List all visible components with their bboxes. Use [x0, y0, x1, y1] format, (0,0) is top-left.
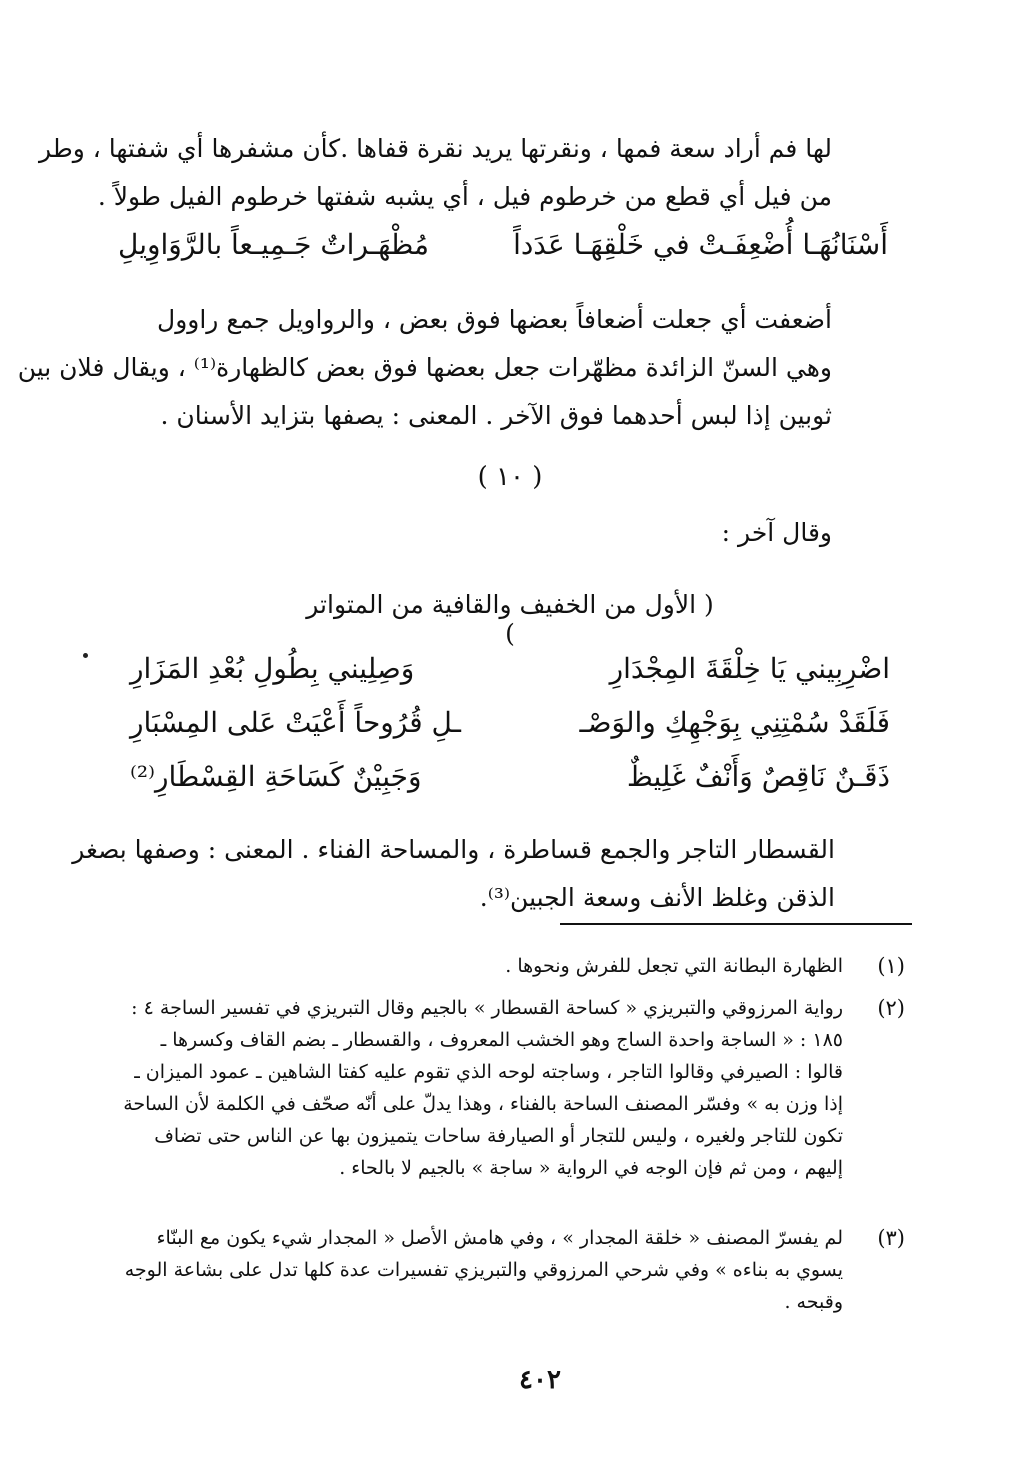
text-line: يسوي به بناءه » وفي شرحي المرزوقي والتبريزي تفسيرات عدة كلها تدل على بشاعة الوجه	[124, 1259, 843, 1281]
footnote	[123, 992, 905, 1192]
stray-mark	[83, 653, 88, 658]
footnote-text	[124, 1222, 843, 1318]
verse-line	[118, 228, 888, 261]
text-line: من فيل أي قطع من خرطوم فيل ، أي يشبه شفتها خرطوم الفيل طولاً .	[97, 182, 832, 211]
footnote	[130, 950, 905, 984]
verse-first-half: ذَقَـنٌ نَاقِصٌ وَأَنْفٌ غَلِيظٌ	[626, 760, 890, 793]
text-line: وهي السنّ الزائدة مظهّرات جعل بعضها فوق بعض كالظهارة⁽¹⁾ ، ويقال فلان بين	[17, 353, 832, 382]
footnote-number: (٢)	[877, 996, 905, 1020]
paragraph-commentary	[17, 296, 832, 440]
text-line: تكون للتاجر ولغيره ، وليس للتجار أو الصيارفة ساحات يتميزون بها عن الناس حتى تضاف	[154, 1125, 843, 1147]
poem-line	[130, 652, 890, 685]
text-line: ١٨٥ : « الساجة واحدة الساج وهو الخشب المعروف ، والقسطار ـ بضم القاف وكسرها ـ	[160, 1029, 843, 1051]
verse-second-half: وَجَبِيْنٌ كَسَاحَةِ القِسْطَارِ⁽²⁾	[130, 760, 422, 793]
footnote-separator	[560, 923, 912, 925]
page-number: ٤٠٢	[519, 1365, 561, 1395]
verse-second-half: مُظْهَـراتٌ جَـمِيـعاً بالرَّوَاوِيلِ	[118, 228, 429, 261]
text-line: القسطار التاجر والجمع قساطرة ، والمساحة الفناء . المعنى : وصفها بصغر	[72, 835, 835, 864]
section-number: ( ١٠ )	[477, 462, 543, 492]
verse-first-half: اضْرِبِيني يَا خِلْقَةَ المِجْدَارِ	[609, 652, 890, 685]
text-line: رواية المرزوقي والتبريزي « كساحة القسطار » بالجيم وقال التبريزي في تفسير الساجة ٤ :	[131, 997, 843, 1019]
text-line: قالوا : الصيرفي وقالوا التاجر ، وساجته لوحه الذي تقوم عليه كفتا الشاهين ـ عمود الميزان ـ	[134, 1061, 843, 1083]
meter-heading: ( الأول من الخفيف والقافية من المتواتر )	[306, 590, 714, 648]
footnote-number: (٣)	[877, 1226, 905, 1250]
text-line: الظهارة البطانة التي تجعل للفرش ونحوها .	[505, 955, 843, 977]
poem-line	[130, 706, 890, 739]
poem-line	[130, 760, 890, 793]
footnote-text	[123, 992, 843, 1184]
text-line: إليهم ، ومن ثم فإن الوجه في الرواية « ساجة » بالجيم لا بالحاء .	[339, 1157, 843, 1179]
verse-first-half: فَلَقَدْ سُمْتِنِي بِوَجْهِكِ والوَصْـ	[579, 706, 890, 739]
text-line: وقبحه .	[784, 1291, 843, 1313]
intro-line: وقال آخر :	[721, 518, 832, 547]
text-line: الذقن وغلظ الأنف وسعة الجبين⁽³⁾.	[479, 883, 835, 912]
verse-first-half: أَسْنَانُهَـا أُضْعِفَـتْ في خَلْقِهَـا عَدَداً	[513, 228, 888, 261]
text-line: لها فم أراد سعة فمها ، ونقرتها يريد نقرة قفاها .كأن مشفرها أي شفتها ، وطر	[39, 134, 832, 163]
paragraph-top	[39, 125, 832, 221]
text-line: لم يفسرّ المصنف « خلقة المجدار » ، وفي هامش الأصل « المجدار شيء يكون مع البنّاء	[156, 1227, 843, 1249]
verse-second-half: ـلِ قُرُوحاً أَعْيَتْ عَلى المِسْبَارِ	[130, 706, 461, 739]
footnote-text	[130, 950, 843, 982]
text-line: أضعفت أي جعلت أضعافاً بعضها فوق بعض ، والرواويل جمع راوول	[157, 305, 832, 334]
footnote	[124, 1222, 905, 1332]
footnote-number: (١)	[877, 954, 905, 978]
text-line: ثوبين إذا لبس أحدهما فوق الآخر . المعنى : يصفها بتزايد الأسنان .	[160, 401, 832, 430]
paragraph-explanation	[72, 826, 835, 922]
verse-second-half: وَصِلِيني بِطُولِ بُعْدِ المَزَارِ	[130, 652, 415, 685]
text-line: إذا وزن به » وفسّر المصنف الساحة بالفناء ، وهذا يدلّ على أنّه صحّف في الكلمة لأن الساحة	[123, 1093, 843, 1115]
